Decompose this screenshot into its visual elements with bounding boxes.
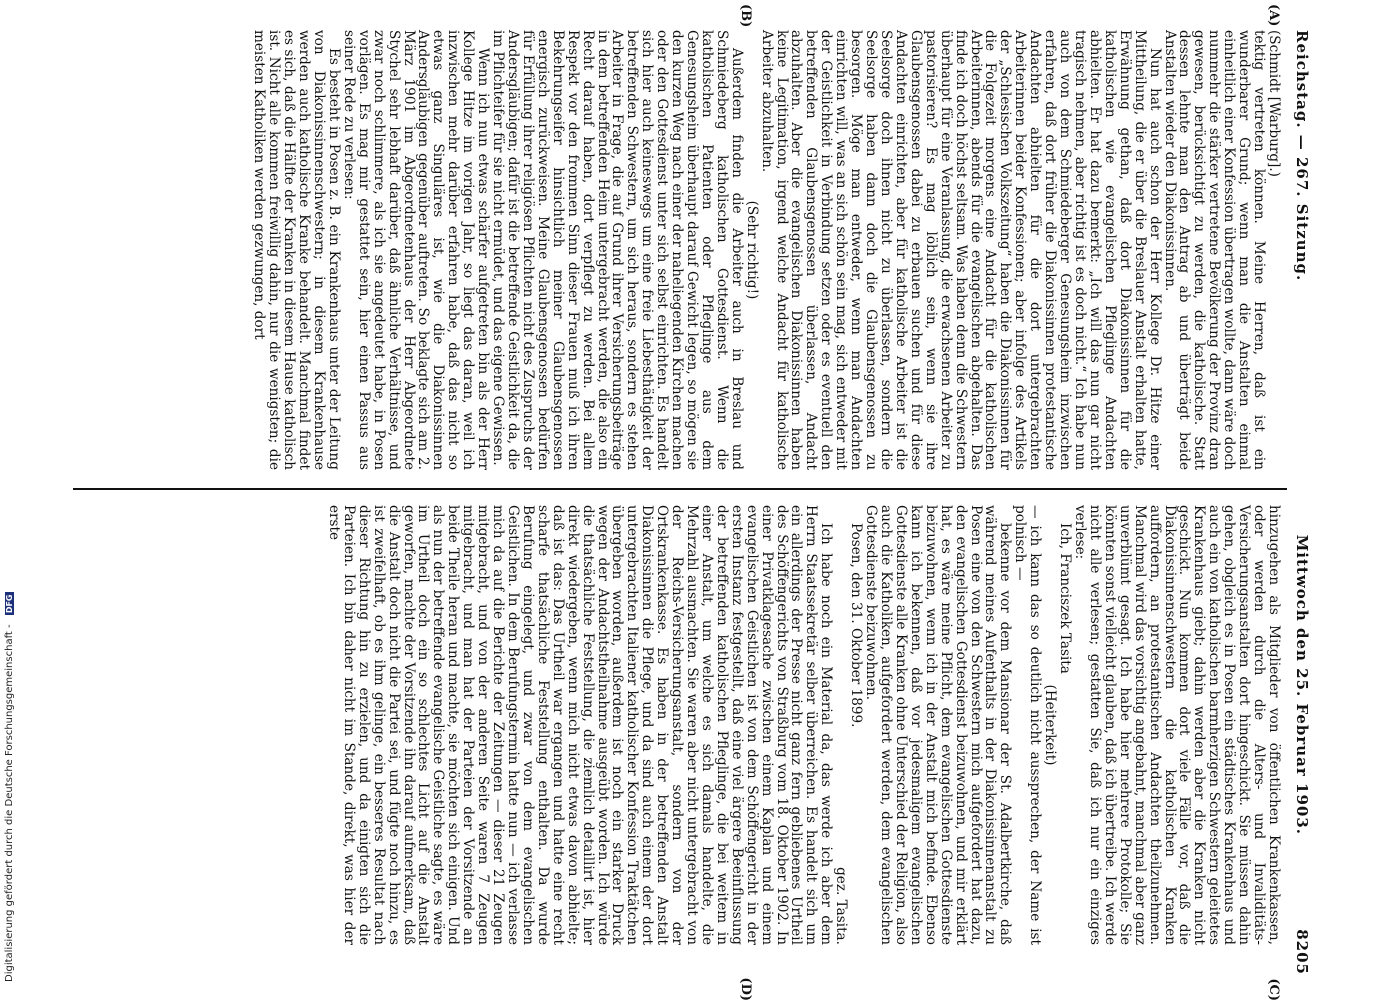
page-number: 8205 [1293, 929, 1311, 975]
quote-date: Posen, den 31. Oktober 1899. [848, 523, 865, 728]
dfg-logo: DFG [5, 594, 14, 614]
applause-note: (Sehr richtig!) [743, 200, 760, 300]
rotated-page [83, 4, 1313, 1001]
header-left: Reichstag. — 267. Sitzung. [1293, 30, 1311, 282]
quote-line: Ich, Franciszek Tasita [1057, 523, 1074, 674]
paragraph: Nun hat auch schon der Herr Kollege Dr. Hitze einer Mittheilung, die er über die Breslauer Anstalt erhalten hatte, Erwähnung gethan, daß dort Diakonissinnen für die katholischen wie evangelischen Pfleglinge Andachten abhielten. Er hat dazu bemerkt: „Ich will das nun gar nicht tragisch nehmen, aber richtig ist es doch nicht.“ Ich habe nun auch von dem Schmiedeberger Genesungsheim inzwischen erfahren, daß dort früher die Diakonissinnen protestantische Andachten abhielten für die dort untergebrachten Arbeiterinnen beider Konfessionen; aber infolge des Artikels der „Schlesischen Volkszeitung“ haben die Diakonissinnen für die Folgezeit morgens eine Andacht für die katholischen Arbeiterinnen, abends für die evangelischen abgehalten. Das finde ich doch höchst seltsam. Was haben denn die Schwestern überhaupt für eine Veranlassung, die erwachsenen Arbeiter zu pastorisieren? Es mag löblich sein, wenn sie ihre Glaubensgenossen dabei zu erbauen suchen und für diese Andachten einrichten, aber für katholische Arbeiter ist die Seelsorge doch ihnen nicht zu überlassen, sondern die Seelsorge haben dann doch die Glaubensgenossen zu besorgen. Möge man entweder, wenn man Andachten einrichten will, was an sich schön sein mag, sich entweder mit der Geistlichkeit in Verbindung setzen oder es eventuell den betreffenden Glaubensgenossen überlassen, Andacht abzuhalten. Aber die evangelischen Diakonissinnen haben keine Legitimation, irgend welche Andacht für katholische Arbeiter abzuhalten. [758, 30, 1163, 470]
paragraph: Außerdem finden die Arbeiter auch in Breslau und Schmiedeberg katholischen Gottesdienst. Wenn die katholischen Patienten oder Pfleglinge aus dem Genesungsheim überhaupt darauf Gewicht legen, so mögen sie den kurzen Weg nach einer der naheliegenden Kirchen machen oder den Gottesdienst unter sich selbst einrichten. Es handelt sich hier auch keineswegs um eine freie Liebesthätigkeit der betreffenden Schwestern, um sich heraus, sondern es stehen Arbeiter in Frage, die auf Grund ihrer Versicherungsbeiträge in dem betreffenden Heim untergebracht werden, die also ein Recht darauf haben, dort verpflegt zu werden. Bei allem Respekt vor den frommen Sinn dieser Frauen muß ich ihren Bekehrungseifer hinsichtlich meiner Glaubensgenossen energisch zurückweisen. Meine Glaubensgenossen bedürfen für Erfüllung ihrer religiösen Pflichten nicht des Zuspruchs der Andersgläubigen; dafür ist die betreffende Geistlichkeit da, die im Pflichteifer für sie nicht ermüdet, und das eigene Gewissen. [490, 30, 745, 470]
header-date: Mittwoch den 25. Februar 1903. [1293, 534, 1311, 835]
quote-line: — ich kann das so deutlich nicht aussprechen, der Name ist polnisch — [1012, 505, 1044, 945]
quote-text: bekenne vor dem Mansionar der St. Adalbertkirche, daß während meines Aufenthalts in der Diakonissinnenanstalt zu Posen eine von den Schwestern mich aufgefordert hat dazu, den evangelischen Gottesdienst beizuwohnen, und mir erklärt hat, es wäre meine Pflicht, dem evangelischen Gottesdienste beizuwohnen, wenn ich in der Anstalt mich befinde. Ebenso kann ich bekennen, daß vor jedesmaligem evangelischen Gottesdienste alle Kranken ohne Unterschied der Religion, also auch die Katholiken, aufgefordert werden, dem evangelischen Gottesdienste beizuwohnen. [863, 505, 1014, 945]
page-header [1287, 30, 1313, 975]
laughter-note: (Heiterkeit) [1042, 684, 1059, 766]
paragraph: Ich habe noch ein Material da, das werde ich aber dem Herrn Staatssekretär selber überreichen. Es handelt sich um ein allerdings der Presse nicht ganz fern gebliebenes Urtheil des Schöffengerichts von Straßburg vom 18. Oktober 1902. In einer Privatklagesache zwischen einem Kaplan und einem evangelischen Geistlichen ist von dem Schöffengericht in der ersten Instanz festgestellt, daß eine viel ärgere Beeinflussung der betreffenden katholischen Pfleglinge, die bei weitem in einer Anstalt, um welche es sich damals handelte, die Mehrzahl ausmachten. Sie waren aber nicht untergebracht von der Reichs-Versicherungsanstalt, sondern von der Ortskrankenkasse. Es haben in der betreffenden Anstalt Diakonissinnen die Pflege, und da sind auch einem der dort untergebrachten Italiener katholischer Konfession Traktätchen übergeben worden, außerdem ist noch ein starker Druck wegen der Andachtstheilnahme ausgeübt worden. Ich würde die thatsächliche Feststellung, die ziemlich detaillirt ist, hier direkt wiedergeben, wenn mich nicht etwas davon abhielte; daß ist das: Das Urtheil war ergangen und hatte eine recht scharfe thatsächliche Feststellung enthalten. Da wurde Berufung eingelegt, und zwar von dem evangelischen Geistlichen. In dem Berufungstermin hatte nun — ich verlasse mich da auf die Berichte der Zeitungen — dieser 21 Zeugen mitgebracht, und von der anderen Seite waren 7 Zeugen mitgebracht, und man hat der Parteien der Vorsitzende an beide Theile heran und machte, sie möchten sich einigen. Und als nun der betreffende evangelische Geistliche sagte, es wäre im Urtheil doch ein so schlechtes Licht auf die Anstalt geworfen, machte der Vorsitzende ihn darauf aufmerksam, daß die Anstalt doch nicht die Partei sei, und fügte noch hinzu, es ist zweifelhaft, ob es ihm gelinge, ein besseres Resultat nach dieser Richtung hin zu erzielen, und da einigten sich die Parteien. Ich bin daher nicht im Stande, direkt, was hier der erste [325, 505, 835, 945]
margin-marker-c: (C) [1266, 978, 1281, 1001]
paragraph: tektig vertreten können. Meine Herren, daß ist ein wunderbarer Grund; wenn man die Anstalten einmal einheitlich einer Konfession übertragen wollte, dann wäre doch nummehr die stärker vertretene Bevölkerung der Provinz dran gewesen, berücksichtigt zu werden, die katholische. Statt dessen lehnte man den Antrag ab und überträgt beide Anstalten wieder den Diakonissinnen. [1161, 30, 1268, 470]
paragraph: Wenn ich nun etwas schärfer aufgetreten bin als der Herr Kollege Hitze im vorigen Jahr, so liegt das daran, weil ich inzwischen mehr darüber erfahren habe, daß das nicht so etwas ganz Singuläres ist, wie die Diakonissinnen Andersgläubigen gegenüber auftreten. So beklagte sich am 2. März 1901 im Abgeordnetenhaus der Herr Abgeordnete Stychel sehr lebhaft darüber, daß ähnliche Verhältnisse, und zwar noch schlimmere, als ich sie angedeutet habe, in Posen vorlägen. Es mag mir gestattet sein, hier einen Passus aus seiner Rede zu verlesen: [340, 30, 492, 470]
column-divider [73, 488, 1287, 490]
margin-marker-a: (A) [1266, 4, 1281, 27]
right-column [83, 505, 1281, 945]
digitization-footer [2, 2, 18, 992]
paragraph: hinzugehen als Mitglieder von öffentlichen Krankenkassen, oder werden durch die Alters- und Invaliditäts-Versicherungsanstalten dort hingeschickt. Sie müssen dahin gehen, obgleich es in Posen ein städtisches Krankenhaus und auch ein von katholischen barmherzigen Schwestern geleitetes Krankenhaus giebt; dahin werden aber die Kranken nicht geschickt. Nun kommen dort viele Fälle vor, daß die Diakonissinnenschwestern die katholischen Kranken auffordern, an protestantischen Andachten theilzunehmen. Manchmal wird das vorsichtig angebahnt, manchmal aber ganz unverblümt gesagt. Ich habe hier mehrere Protokolle; Sie könnten sonst vielleicht glauben, daß ich übertreibe. Ich werde nicht alle verlesen; gestatten Sie, daß ich nur ein einziges verlese: [1072, 505, 1282, 945]
left-column [83, 30, 1281, 470]
margin-marker-b: (B) [738, 4, 753, 28]
margin-marker-d: (D) [738, 977, 753, 1001]
paragraph: Es besteht in Posen z. B. ein Krankenhaus unter der Leitung von Diakonissinnenschwestern; in diesem Krankenhause werden auch katholische Kranke behandelt. Manchmal findet es sich, daß die Hälfte der Kranken in diesem Hause katholisch ist. Nicht alle kommen freiwillig dahin, nur die wenigsten; die meisten Katholiken werden gezwungen, dort [251, 30, 342, 470]
quote-signature: gez. Tasita. [833, 867, 850, 945]
speaker-name: (Schmidt [Warburg].) [1266, 30, 1282, 177]
footer-text: Digitalisierung gefördert durch die Deutsche Forschungsgemeinschaft - [4, 624, 15, 982]
